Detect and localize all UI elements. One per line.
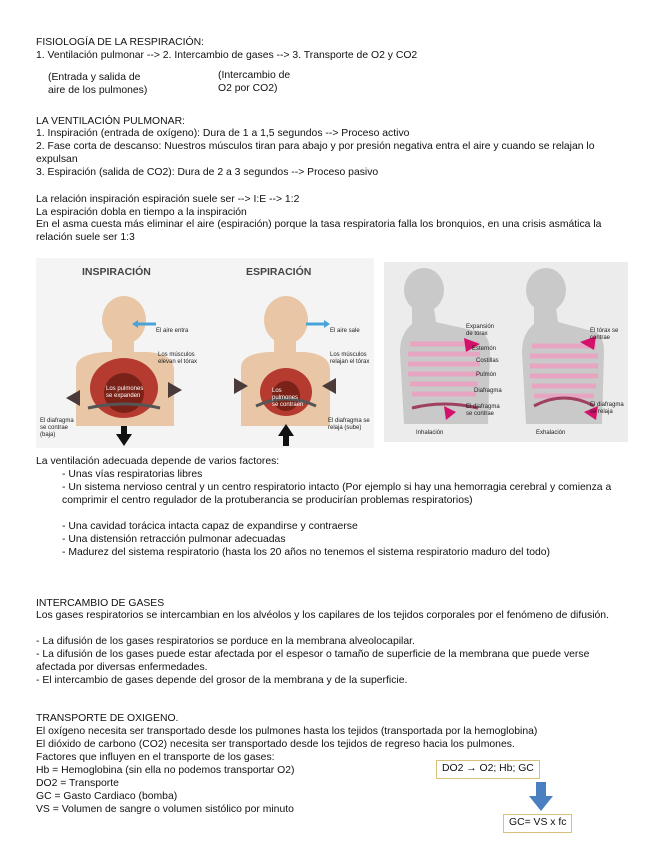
breathing-figure-left: [36, 258, 374, 448]
label-muscles-relax: Los músculos relajan el tórax: [330, 352, 370, 365]
factor-1: - Unas vías respiratorias libres: [62, 469, 203, 480]
transport-line-6: GC = Gasto Cardiaco (bomba): [36, 791, 178, 802]
breathing-illustration: [36, 258, 374, 448]
section5-title: TRANSPORTE DE OXIGENO.: [36, 713, 179, 724]
label-ribs: Costillas: [476, 358, 499, 364]
exchange-line-2: - La difusión de los gases respiratorios se porduce en la membrana alveolocapilar.: [36, 636, 415, 647]
section2-title: LA VENTILACIÓN PULMONAR:: [36, 116, 185, 127]
label-sternum: Esternón: [472, 346, 497, 352]
caption-inhalation: Inhalación: [416, 430, 444, 436]
transport-line-7: VS = Volumen de sangre o volumen sistólico por minuto: [36, 804, 294, 815]
label-diaphragm-contracts-r: El diafragma se contrae: [466, 404, 500, 417]
section4-title: INTERCAMBIO DE GASES: [36, 598, 165, 609]
transport-line-4: Hb = Hemoglobina (sin ella no podemos transportar O2): [36, 765, 295, 776]
section1-title: FISIOLOGÍA DE LA RESPIRACIÓN:: [36, 37, 205, 48]
transport-line-5: DO2 = Transporte: [36, 778, 119, 789]
label-lungs-expand: Los pulmones se expanden: [106, 386, 144, 399]
note-exchange: (Intercambio de O2 por CO2): [218, 70, 291, 94]
section1-steps: 1. Ventilación pulmonar --> 2. Intercambio de gases --> 3. Transporte de O2 y CO2: [36, 50, 418, 61]
label-lung: Pulmón: [476, 372, 497, 378]
expiration-title: ESPIRACIÓN: [246, 266, 312, 278]
factor-3: - Una cavidad torácica intacta capaz de expandirse y contraerse: [62, 521, 358, 532]
caption-exhalation: Exhalación: [536, 430, 566, 436]
label-diaphragm: Diafragma: [474, 388, 502, 394]
label-air-out: El aire sale: [330, 328, 360, 334]
transport-line-1: El oxígeno necesita ser transportado desde los pulmones hasta los tejidos (transportada por la hemoglobina): [36, 726, 538, 737]
ventilation-item-2: 2. Fase corta de descanso: Nuestros músculos tiran para abajo y por presión negativa entra el aire y cuando se relajan lo expulsan: [36, 141, 595, 165]
ventilation-item-1: 1. Inspiración (entrada de oxígeno): Dura de 1 a 1,5 segundos --> Proceso activo: [36, 128, 410, 139]
label-diaphragm-relaxes: El diafragma se relaja (sube): [328, 418, 370, 431]
exchange-line-4: - El intercambio de gases depende del grosor de la membrana y de la superficie.: [36, 675, 408, 686]
section3-intro: La ventilación adecuada depende de varios factores:: [36, 456, 280, 467]
ratio-line-2: La espiración dobla en tiempo a la inspiración: [36, 207, 247, 218]
ratio-line-3: En el asma cuesta más eliminar el aire (espiración) porque la tasa respiratoria falla los bronquios, en una crisis asmática la relación suele ser 1:3: [36, 219, 602, 243]
formula-box-top: DO2 → O2; Hb; GC: [436, 760, 540, 779]
formula-box-bottom: GC= VS x fc: [503, 814, 572, 833]
down-arrow-icon: [528, 782, 554, 812]
exchange-line-1: Los gases respiratorios se intercambian en los alvéolos y los capilares de los tejidos corporales por el fenómeno de difusión.: [36, 610, 609, 621]
note-ventilation: (Entrada y salida de aire de los pulmones): [48, 72, 148, 96]
ventilation-item-3: 3. Espiración (salida de CO2): Dura de 2 a 3 segundos --> Proceso pasivo: [36, 167, 379, 178]
label-diaphragm-contracts: El diafragma se contrae (baja): [40, 418, 74, 438]
exchange-line-3: - La difusión de los gases puede estar afectada por el espesor o tamaño de superficie de la membrana que puede verse afectada por diversas enfermedades.: [36, 649, 590, 673]
factor-5: - Madurez del sistema respiratorio (hasta los 20 años no tenemos el sistema respiratorio maduro del todo): [62, 547, 551, 558]
transport-line-2: El dióxido de carbono (CO2) necesita ser transportado desde los tejidos de regreso hacia los pulmones.: [36, 739, 515, 750]
label-muscles-elevate: Los músculos elevan el tórax: [158, 352, 198, 365]
transport-line-3: Factores que influyen en el transporte de los gases:: [36, 752, 275, 763]
label-lungs-contract: Los pulmones se contraen: [272, 388, 304, 408]
label-diaphragm-relaxes-r: El diafragma se relaja: [590, 402, 624, 415]
label-air-in: El aire entra: [156, 328, 189, 334]
breathing-figure-right: [384, 262, 628, 442]
ratio-line-1: La relación inspiración espiración suele ser --> I:E --> 1:2: [36, 194, 300, 205]
factor-4: - Una distensión retracción pulmonar adecuadas: [62, 534, 286, 545]
factor-2: - Un sistema nervioso central y un centro respiratorio intacto (Por ejemplo si hay una hemorragia cerebral y comienza a comprimir el centro regulador de la protuberancia se producirían problemas respiratorios): [62, 482, 612, 506]
inspiration-title: INSPIRACIÓN: [82, 266, 151, 278]
label-thorax-expansion: Expansión de tórax: [466, 324, 495, 337]
label-thorax-contracts: El tórax se contrae: [590, 328, 619, 341]
